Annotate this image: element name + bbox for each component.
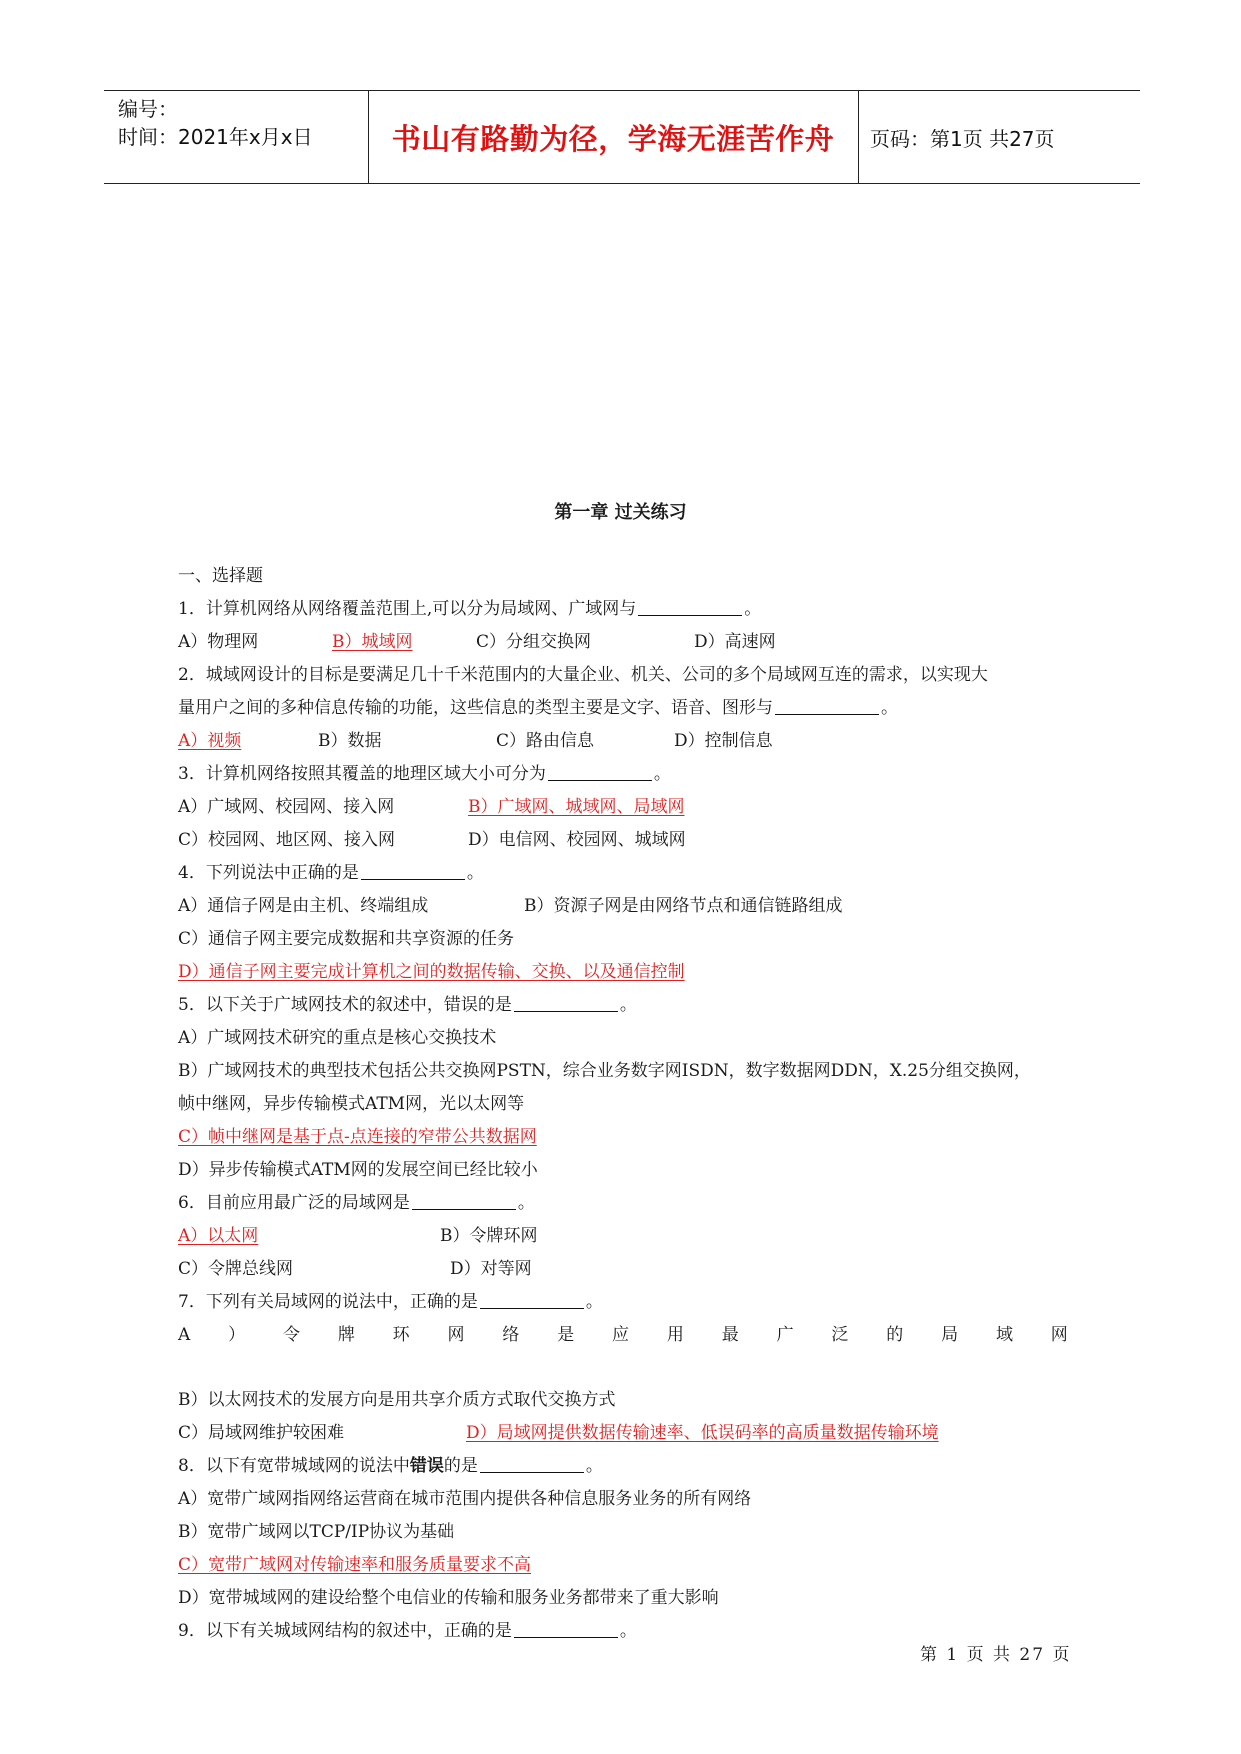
answer-blank bbox=[361, 861, 465, 880]
emphasis-text: 错误 bbox=[409, 1456, 444, 1476]
option-b: B）以太网技术的发展方向是用共享介质方式取代交换方式 bbox=[178, 1390, 616, 1410]
option-d: D）高速网 bbox=[694, 632, 776, 652]
answer-blank bbox=[480, 1290, 584, 1309]
option-row bbox=[178, 725, 1082, 758]
header-motto: 书山有路勤为径，学海无涯苦作舟 bbox=[391, 121, 835, 156]
justified-char: 络 bbox=[502, 1325, 520, 1345]
option-row bbox=[178, 1253, 1082, 1286]
option-a-answer: A）以太网 bbox=[178, 1226, 259, 1246]
option-c-answer: C）宽带广域网对传输速率和服务质量要求不高 bbox=[178, 1555, 532, 1575]
question-stem: 9．以下有关城域网结构的叙述中，正确的是 。 bbox=[178, 1621, 637, 1641]
justified-char: 应 bbox=[612, 1325, 630, 1345]
header-page-code: 页码：第1页 共27页 bbox=[870, 126, 1055, 151]
answer-blank bbox=[514, 993, 618, 1012]
option-row bbox=[178, 824, 1082, 857]
justified-char: 局 bbox=[941, 1325, 959, 1345]
answer-blank bbox=[412, 1191, 516, 1210]
question-list bbox=[178, 560, 1082, 1648]
option-b: B）宽带广域网以TCP/IP协议为基础 bbox=[178, 1522, 455, 1542]
option-row bbox=[178, 1220, 1082, 1253]
blank-line bbox=[178, 1352, 1082, 1384]
option-c: C）分组交换网 bbox=[476, 632, 592, 652]
question-stem: 2．城域网设计的目标是要满足几十千米范围内的大量企业、机关、公司的多个局域网互连的需求，以实现大 bbox=[178, 665, 988, 685]
option-c-answer: C）帧中继网是基于点-点连接的窄带公共数据网 bbox=[178, 1127, 537, 1147]
question-stem: 8．以下有宽带城域网的说法中错误的是 。 bbox=[178, 1456, 603, 1476]
time-label: 时间：2021年x月x日 bbox=[118, 125, 313, 149]
justified-char: 用 bbox=[666, 1325, 684, 1345]
number-label: 编号： bbox=[118, 97, 178, 121]
option-b: B）数据 bbox=[318, 731, 382, 751]
justified-char: ） bbox=[228, 1325, 246, 1345]
option-d-answer: D）局域网提供数据传输速率、低误码率的高质量数据传输环境 bbox=[466, 1423, 939, 1443]
option-d: D）对等网 bbox=[450, 1259, 532, 1279]
option-d-answer: D）通信子网主要完成计算机之间的数据传输、交换、以及通信控制 bbox=[178, 962, 685, 982]
option-b-continued: 帧中继网，异步传输模式ATM网，光以太网等 bbox=[178, 1094, 525, 1114]
justified-char: 是 bbox=[557, 1325, 575, 1345]
option-d: D）异步传输模式ATM网的发展空间已经比较小 bbox=[178, 1160, 538, 1180]
option-b: B）广域网技术的典型技术包括公共交换网PSTN，综合业务数字网ISDN，数字数据网DDN，X.25分组交换网， bbox=[178, 1061, 1031, 1081]
option-a: A）广域网、校园网、接入网 bbox=[178, 797, 395, 817]
question-stem: 5．以下关于广域网技术的叙述中，错误的是 。 bbox=[178, 995, 637, 1015]
option-b-answer: B）城域网 bbox=[332, 632, 413, 652]
option-c: C）令牌总线网 bbox=[178, 1259, 294, 1279]
question-stem: 7．下列有关局域网的说法中，正确的是 。 bbox=[178, 1292, 603, 1312]
justified-char: 网 bbox=[447, 1325, 465, 1345]
option-c: C）局域网维护较困难 bbox=[178, 1423, 345, 1443]
option-d: D）宽带城域网的建设给整个电信业的传输和服务业务都带来了重大影响 bbox=[178, 1588, 719, 1608]
answer-blank bbox=[638, 597, 742, 616]
justified-char: 广 bbox=[776, 1325, 794, 1345]
section-title: 一、选择题 bbox=[178, 566, 263, 586]
justified-char: 的 bbox=[886, 1325, 904, 1345]
option-b-answer: B）广域网、城域网、局域网 bbox=[468, 797, 685, 817]
option-a: A）物理网 bbox=[178, 632, 259, 652]
option-c: C）校园网、地区网、接入网 bbox=[178, 830, 396, 850]
justified-char: 令 bbox=[282, 1325, 300, 1345]
question-stem: 3．计算机网络按照其覆盖的地理区域大小可分为 。 bbox=[178, 764, 671, 784]
option-d: D）电信网、校园网、城域网 bbox=[468, 830, 686, 850]
justified-char: A bbox=[178, 1325, 191, 1345]
option-row bbox=[178, 791, 1082, 824]
justified-char: 最 bbox=[721, 1325, 739, 1345]
option-row bbox=[178, 890, 1082, 923]
question-stem: 1．计算机网络从网络覆盖范围上,可以分为局域网、广域网与 。 bbox=[178, 599, 762, 619]
page-footer: 第 1 页 共 27 页 bbox=[920, 1645, 1072, 1665]
justified-char: 环 bbox=[392, 1325, 410, 1345]
option-a: A）通信子网是由主机、终端组成 bbox=[178, 896, 429, 916]
option-b: B）令牌环网 bbox=[440, 1226, 538, 1246]
option-a: A）宽带广域网指网络运营商在城市范围内提供各种信息服务业务的所有网络 bbox=[178, 1489, 752, 1509]
question-stem: 6．目前应用最广泛的局域网是 。 bbox=[178, 1193, 535, 1213]
option-a: A）广域网技术研究的重点是核心交换技术 bbox=[178, 1028, 497, 1048]
header-left-cell bbox=[118, 95, 368, 151]
document-header bbox=[104, 90, 1140, 184]
option-c: C）通信子网主要完成数据和共享资源的任务 bbox=[178, 929, 515, 949]
option-c: C）路由信息 bbox=[496, 731, 595, 751]
option-a-answer: A）视频 bbox=[178, 731, 242, 751]
answer-blank bbox=[514, 1619, 618, 1638]
answer-blank bbox=[548, 762, 652, 781]
option-b: B）资源子网是由网络节点和通信链路组成 bbox=[524, 896, 843, 916]
answer-blank bbox=[775, 696, 879, 715]
answer-blank bbox=[480, 1454, 584, 1473]
justified-char: 域 bbox=[995, 1325, 1013, 1345]
option-row bbox=[178, 626, 1082, 659]
header-divider bbox=[858, 91, 859, 183]
option-a-justified bbox=[178, 1319, 1068, 1352]
question-stem: 量用户之间的多种信息传输的功能，这些信息的类型主要是文字、语音、图形与 。 bbox=[178, 698, 898, 718]
chapter-title: 第一章 过关练习 bbox=[554, 502, 687, 523]
option-row bbox=[178, 1417, 1082, 1450]
justified-char: 网 bbox=[1050, 1325, 1068, 1345]
justified-char: 牌 bbox=[337, 1325, 355, 1345]
question-stem: 4．下列说法中正确的是 。 bbox=[178, 863, 484, 883]
option-d: D）控制信息 bbox=[674, 731, 773, 751]
justified-char: 泛 bbox=[831, 1325, 849, 1345]
